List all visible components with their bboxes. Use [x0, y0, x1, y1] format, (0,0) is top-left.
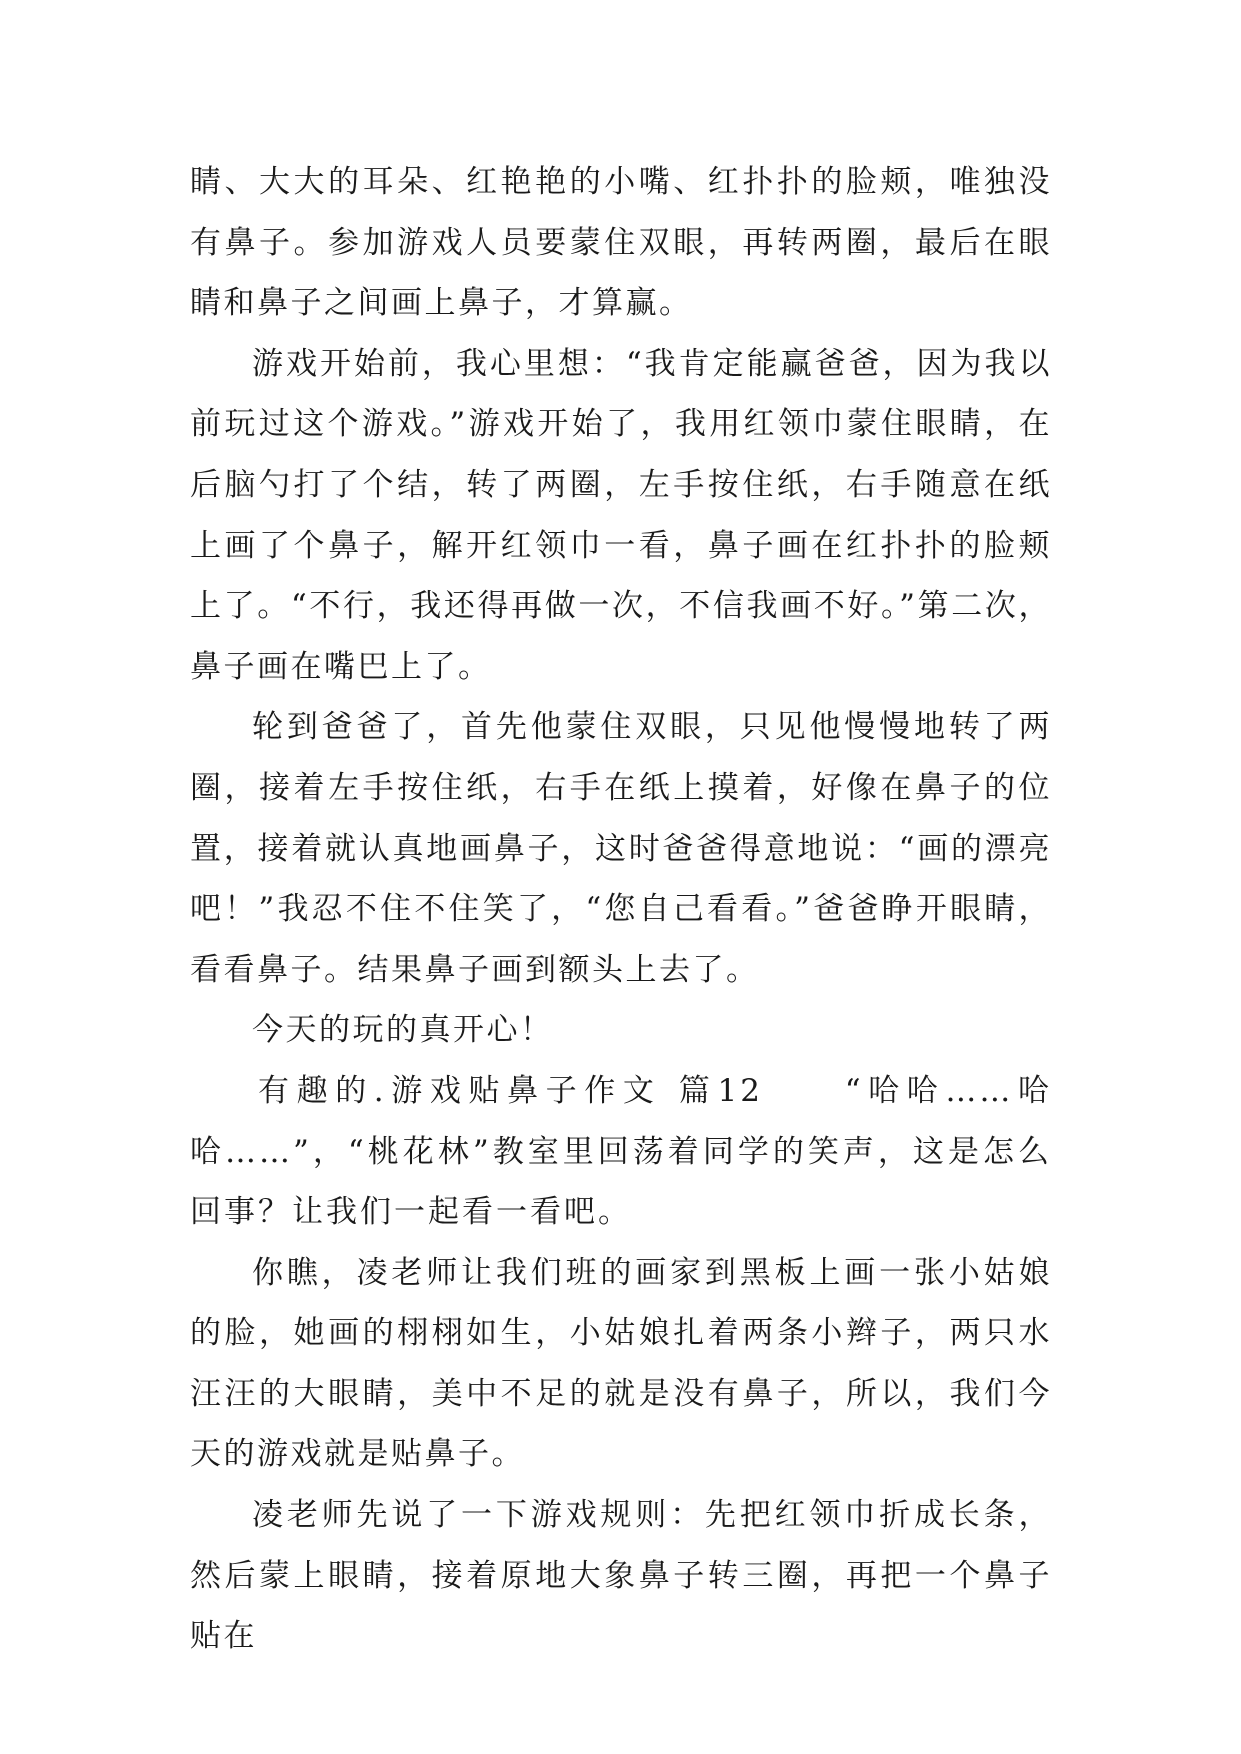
paragraph-3: 轮到爸爸了，首先他蒙住双眼，只见他慢慢地转了两圈，接着左手按住纸，右手在纸上摸着，好像在鼻子的位置，接着就认真地画鼻子，这时爸爸得意地说：“画的漂亮吧！”我忍不住不住笑了，“您自己看看。”爸爸睁开眼睛，看看鼻子。结果鼻子画到额头上去了。 — [190, 709, 1052, 988]
paragraph-4: 今天的玩的真开心！ — [252, 1012, 554, 1049]
paragraph-1: 睛、大大的耳朵、红艳艳的小嘴、红扑扑的脸颊，唯独没有鼻子。参加游戏人员要蒙住双眼，再转两圈，最后在眼睛和鼻子之间画上鼻子，才算赢。 — [190, 164, 1052, 322]
essay-body — [190, 152, 1052, 1667]
essay-heading-paragraph: 有趣的.游戏贴鼻子作文 篇12 “哈哈……哈哈……”，“桃花林”教室里回荡着同学的笑声，这是怎么回事？让我们一起看一看吧。 — [190, 1072, 1052, 1231]
paragraph-7: 凌老师先说了一下游戏规则：先把红领巾折成长条，然后蒙上眼睛，接着原地大象鼻子转三圈，再把一个鼻子贴在 — [190, 1497, 1052, 1655]
paragraph-2: 游戏开始前，我心里想：“我肯定能赢爸爸，因为我以前玩过这个游戏。”游戏开始了，我用红领巾蒙住眼睛，在后脑勺打了个结，转了两圈，左手按住纸，右手随意在纸上画了个鼻子，解开红领巾一看，鼻子画在红扑扑的脸颊上了。“不行，我还得再做一次，不信我画不好。”第二次，鼻子画在嘴巴上了。 — [190, 345, 1052, 685]
paragraph-6: 你瞧，凌老师让我们班的画家到黑板上画一张小姑娘的脸，她画的栩栩如生，小姑娘扎着两条小辫子，两只水汪汪的大眼睛，美中不足的就是没有鼻子，所以，我们今天的游戏就是贴鼻子。 — [190, 1254, 1052, 1473]
